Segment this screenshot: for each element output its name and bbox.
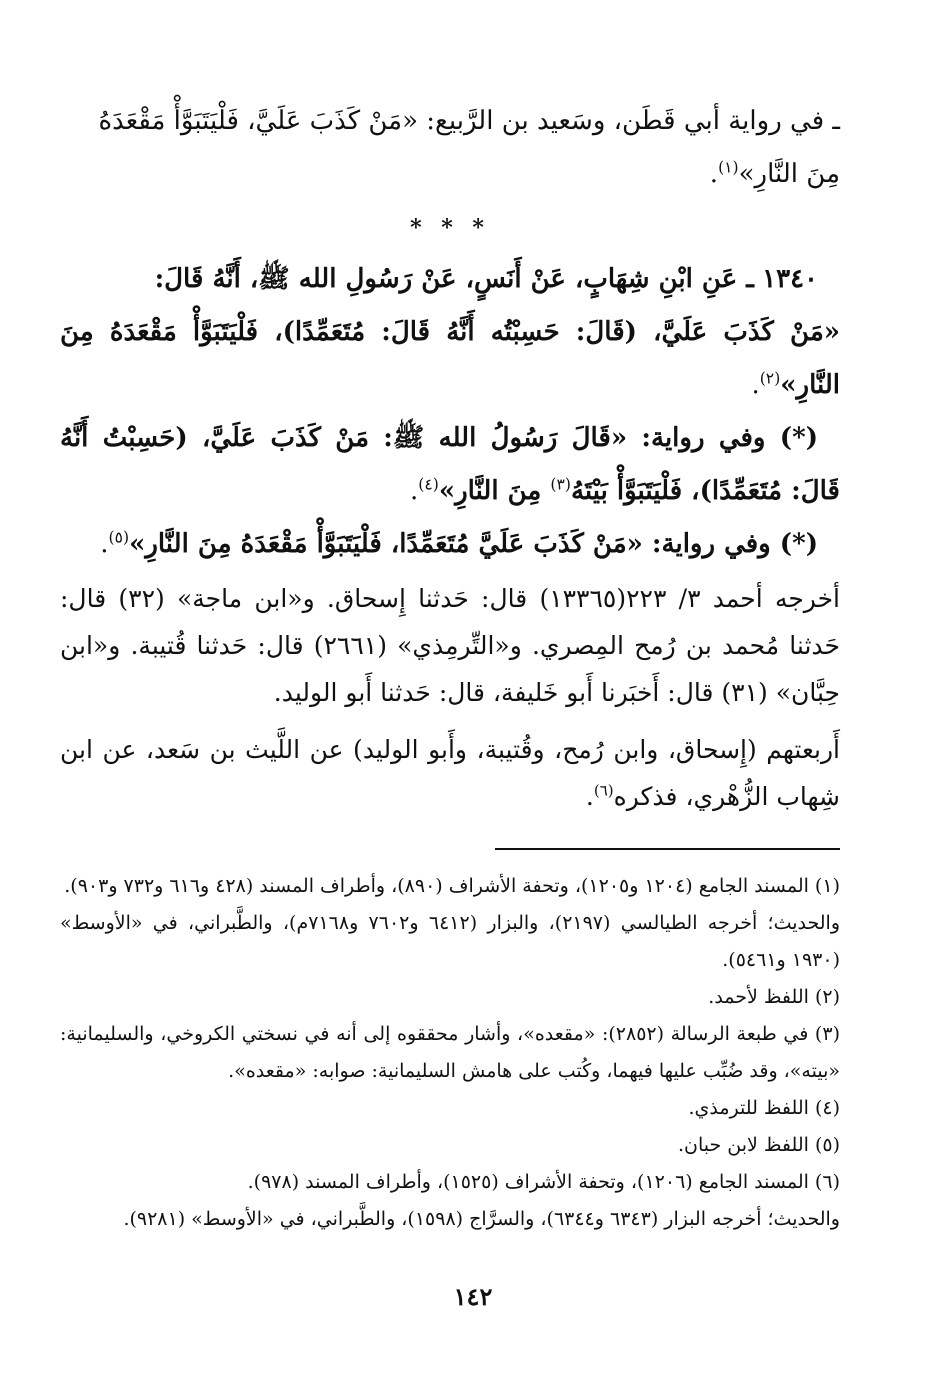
footnote-5: (٥) اللفظ لابن حبان. [677,1134,840,1156]
narration-variant-abu-qatan: ـ في رواية أبي قَطَن، وسَعيد بن الرَّبيع: «مَنْ كَذَبَ عَلَيَّ، فَلْيَتَبَوَّأْ مَقْعَدَهُ مِنَ النَّارِ»$^{(١)}$. [98,106,840,189]
page-number: ١٤٢ [453,1282,493,1311]
hadith-matn: «مَنْ كَذَبَ عَلَيَّ، (قَالَ: حَسِبْتُه أَنَّهُ قَالَ: مُتَعَمِّدًا)، فَلْيَتَبَوَّأْ مَقْعَدَهُ مِنَ النَّارِ» [60,317,840,400]
footnote-1: (١) المسند الجامع (١٢٠٤ و١٢٠٥)، وتحفة الأشراف (٨٩٠)، وأطراف المسند (٤٢٨ و٦١٦ و٧٣٢ و٩٠٣). [64,875,840,897]
footnote-divider [495,848,840,850]
footnote-4: (٤) اللفظ للترمذي. [688,1097,840,1119]
hadith-variant-2: (*) وفي رواية: «مَنْ كَذَبَ عَلَيَّ مُتَعَمِّدًا، فَلْيَتَبَوَّأْ مَقْعَدَهُ مِنَ النَّارِ»$^{(٥)}$. [100,528,818,559]
footnote-ref-5[interactable]: (٥) [108,528,130,547]
footnote-6: (٦) المسند الجامع (١٢٠٦)، وتحفة الأشراف (١٥٢٥)، وأطراف المسند (٩٧٨). [247,1171,840,1193]
hadith-number: ١٣٤٠ [762,264,818,294]
narration-line-1: ـ في رواية أبي قَطَن، وسَعيد بن الرَّبيع: «مَنْ كَذَبَ عَلَيَّ، فَلْيَتَبَوَّأْ مَقْعَدَهُ [98,106,840,136]
footnote-ref-2[interactable]: (٢) [759,369,781,388]
footnote-ref-3[interactable]: (٣) [550,475,571,494]
variant-1-tail: مِنَ النَّارِ» [438,476,551,506]
hadith-variant-1: (*) وفي رواية: «قَالَ رَسُولُ الله ﷺ: مَنْ كَذَبَ عَلَيَّ، (حَسِبْتُ أَنَّهُ قَالَ: مُتَعَمِّدًا)، فَلْيَتَبَوَّأْ بَيْتَهُ$^{(٣)}$ مِنَ النَّارِ»$^{(٤)}$. [60,423,840,506]
footnote-2: (٢) اللفظ لأحمد. [708,986,840,1008]
narration-line-2: مِنَ النَّارِ» [738,159,840,189]
section-separator: * * * [410,215,490,241]
footnote-3: (٣) في طبعة الرسالة (٢٨٥٢): «مقعده»، وأشار محققوه إلى أنه في نسختي الكروخي، والسليمانية: «بيته»، وقد ضُبِّب عليها فيهما، وكُتب على هامش السليمانية: صوابه: «مقعده». [60,1023,840,1082]
footnote-1-continued: والحديث؛ أخرجه الطيالسي (٢١٩٧)، والبزار (٦٤١٢ و٧٦٠٢ و٧١٦٨م)، والطَّبراني، في «الأوسط» (١٩٣٠ و٥٤٦١). [60,912,841,971]
takhrij-sources: أخرجه أحمد ٣/ ٢٢٣(١٣٣٦٥) قال: حَدثنا إِسحاق. و«ابن ماجة» (٣٢) قال: حَدثنا مُحمد بن رُمح المِصري. و«التِّرمِذي» (٢٦٦١) قال: حَدثنا قُتيبة. و«ابن حِبَّان» (٣١) قال: أَخبَرنا أَبو خَليفة، قال: حَدثنا أَبو الوليد. [60,584,840,707]
takhrij-summary-text: أَربعتهم (إِسحاق، وابن رُمح، وقُتيبة، وأَبو الوليد) عن اللَّيث بن سَعد، عن ابن شِهاب الزُّهْري، فذكره [60,735,840,811]
footnote-6-continued: والحديث؛ أخرجه البزار (٦٣٤٣ و٦٣٤٤)، والسرَّاج (١٥٩٨)، والطَّبراني، في «الأوسط» (٩٢٨١). [123,1208,840,1230]
footnote-ref-1[interactable]: (١) [718,158,739,177]
variant-1-text: (*) وفي رواية: «قَالَ رَسُولُ الله ﷺ: مَنْ كَذَبَ عَلَيَّ، (حَسِبْتُ أَنَّهُ قَالَ: مُتَعَمِّدًا)، فَلْيَتَبَوَّأْ بَيْتَهُ [60,423,840,506]
footnote-ref-6[interactable]: (٦) [593,781,614,800]
hadith-isnad: ـ عَنِ ابْنِ شِهَابٍ، عَنْ أَنَسٍ، عَنْ رَسُولِ الله ﷺ، أَنَّهُ قَالَ: [154,264,754,294]
page-body [60,95,840,1238]
footnote-ref-4[interactable]: (٤) [418,475,439,494]
takhrij-summary: أَربعتهم (إِسحاق، وابن رُمح، وقُتيبة، وأَبو الوليد) عن اللَّيث بن سَعد، عن ابن شِهاب الزُّهْري، فذكره$^{(٦)}$. [60,735,840,811]
hadith-1340: ١٣٤٠ ـ عَنِ ابْنِ شِهَابٍ، عَنْ أَنَسٍ، عَنْ رَسُولِ الله ﷺ، أَنَّهُ قَالَ: «مَنْ كَذَبَ عَلَيَّ، (قَالَ: حَسِبْتُه أَنَّهُ قَالَ: مُتَعَمِّدًا)، فَلْيَتَبَوَّأْ مَقْعَدَهُ مِنَ النَّارِ»$^{(٢)}$. [60,264,840,400]
variant-2-text: (*) وفي رواية: «مَنْ كَذَبَ عَلَيَّ مُتَعَمِّدًا، فَلْيَتَبَوَّأْ مَقْعَدَهُ مِنَ النَّارِ» [129,529,818,559]
